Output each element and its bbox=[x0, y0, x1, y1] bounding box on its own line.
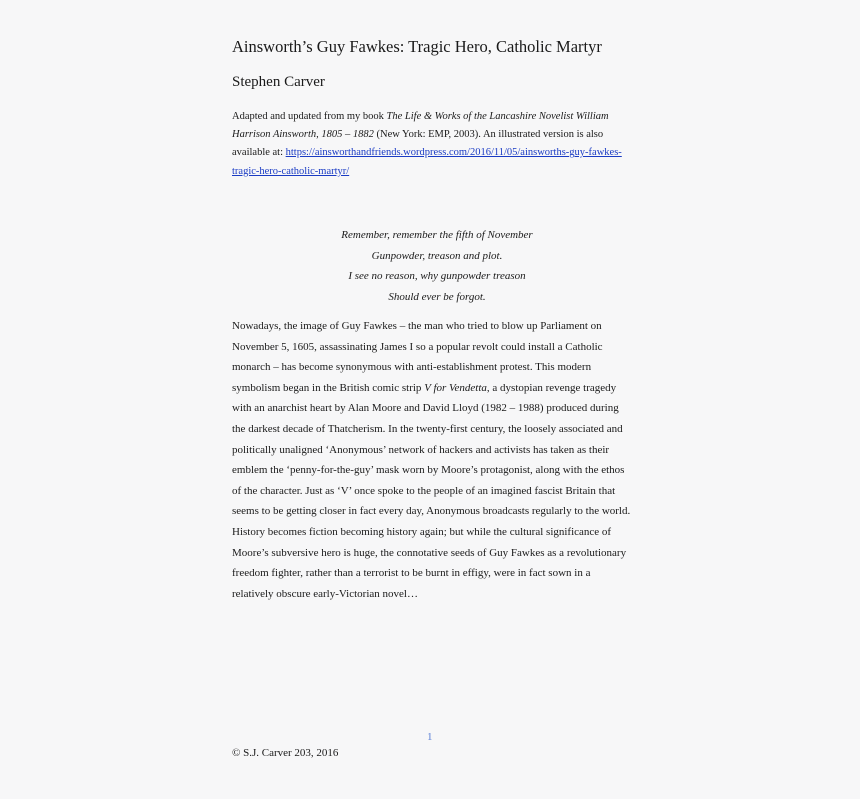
document-title: Ainsworth’s Guy Fawkes: Tragic Hero, Catholic Martyr bbox=[232, 37, 602, 56]
body-paragraph bbox=[232, 316, 634, 604]
book-title: The Life & Works of the Lancashire Novelist William Harrison Ainsworth, 1805 – 1882 bbox=[232, 111, 609, 141]
body-text-part2: , a dystopian revenge tragedy with an anarchist heart by Alan Moore and David Lloyd (1982 – 1988) produced during the darkest decade of Thatcherism. In the twenty-first century, the loosely associated and politically unaligned ‘Anonymous’ network of hackers and activists has taken as their emblem the ‘penny-for-the-guy’ mask worn by Moore’s protagonist, along with the ethos of the character. Just as ‘V’ once spoke to the people of an imagined fascist Britain that seems to be getting closer in fact every day, Anonymous broadcasts regularly to the world. History becomes fiction becoming history again; but while the cultural significance of Moore’s subversive hero is huge, the connotative seeds of Guy Fawkes as a revolutionary freedom fighter, rather than a terrorist to be burnt in effigy, were in fact sown in a relatively obscure early-Victorian novel… bbox=[232, 381, 631, 600]
source-link[interactable]: https://ainsworthandfriends.wordpress.com/2016/11/05/ainsworths-guy-fawkes-tragic-hero-catholic-martyr/ bbox=[232, 147, 622, 177]
intro-suffix: (New York: EMP, 2003). An illustrated version is also available at: bbox=[232, 129, 604, 159]
author-name: Stephen Carver bbox=[232, 74, 325, 90]
poem-line: Gunpowder, treason and plot. bbox=[371, 249, 503, 262]
body-text-part1: Nowadays, the image of Guy Fawkes – the man who tried to blow up Parliament on November 5, 1605, assassinating James I so a popular revolt could install a Catholic monarch – has become synonymous with anti-establishment protest. This modern symbolism began in the British comic strip bbox=[232, 320, 603, 394]
comic-title: V for Vendetta bbox=[424, 381, 487, 394]
poem-line: Remember, remember the fifth of November bbox=[341, 229, 533, 241]
poem-line: Should ever be forgot. bbox=[388, 290, 486, 303]
intro-prefix: Adapted and updated from my book bbox=[232, 111, 387, 122]
body-section bbox=[232, 316, 634, 604]
intro-paragraph bbox=[232, 108, 632, 181]
intro-note bbox=[232, 108, 632, 181]
page-number: 1 bbox=[427, 731, 433, 743]
poem-line: I see no reason, why gunpowder treason bbox=[348, 270, 526, 283]
epigraph-poem bbox=[232, 225, 642, 307]
copyright-footer: © S.J. Carver 203, 2016 bbox=[232, 747, 339, 759]
